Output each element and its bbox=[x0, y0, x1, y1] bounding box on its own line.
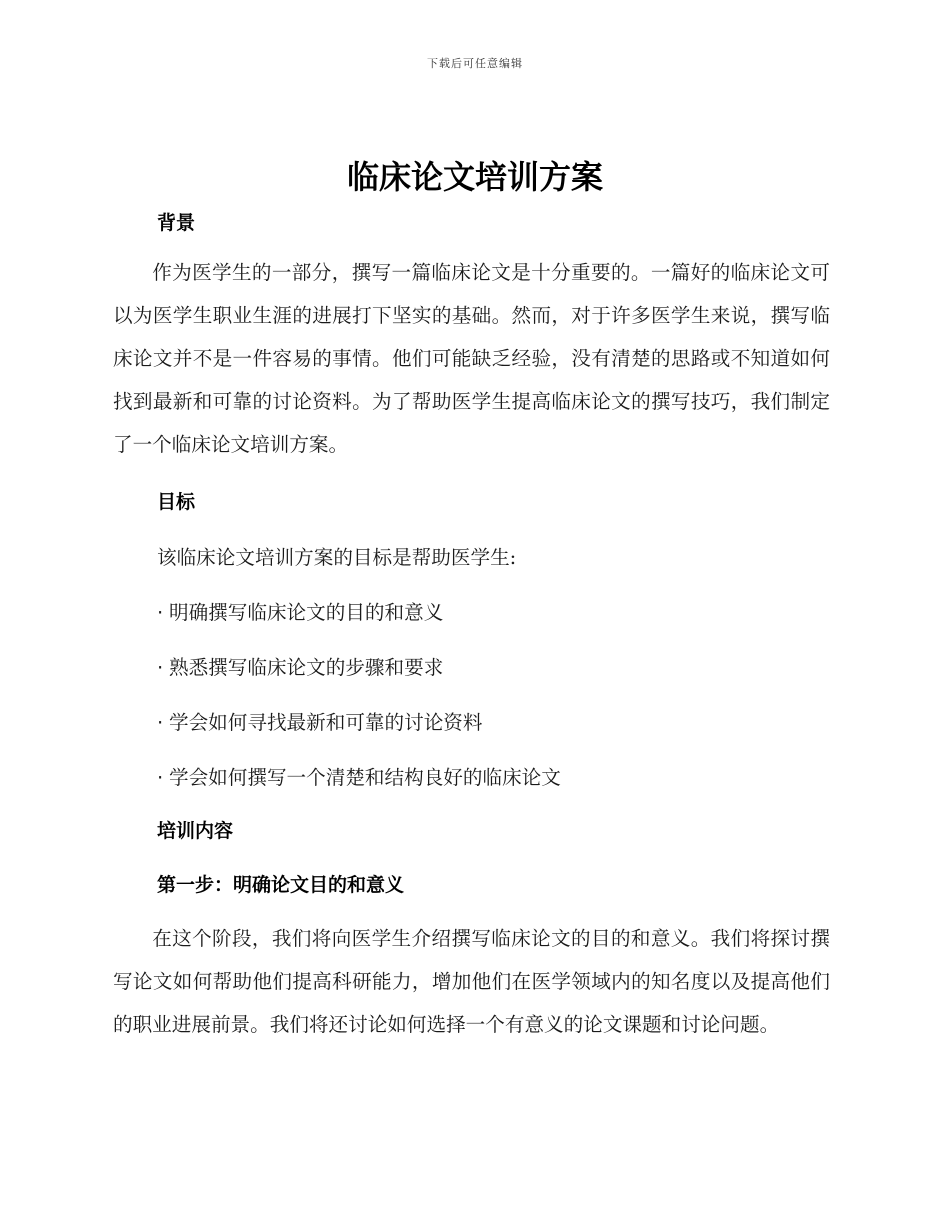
list-item bbox=[157, 651, 443, 680]
background-paragraph: 作为医学生的一部分，撰写一篇临床论文是十分重要的。一篇好的临床论文可以为医学生职业生涯的进展打下坚实的基础。然而，对于许多医学生来说，撰写临床论文并不是一件容易的事情。他们可能缺乏经验，没有清楚的思路或不知道如何找到最新和可靠的讨论资料。为了帮助医学生提高临床论文的撰写技巧，我们制定了一个临床论文培训方案。 bbox=[113, 261, 830, 456]
header-note: 下载后可任意编辑 bbox=[427, 57, 523, 70]
bullet-icon: · bbox=[157, 656, 164, 679]
section-heading-training: 培训内容 bbox=[157, 820, 234, 842]
bullet-icon: · bbox=[157, 601, 164, 624]
document-title: 临床论文培训方案 bbox=[346, 158, 603, 196]
goal-item-text: 明确撰写临床论文的目的和意义 bbox=[169, 601, 444, 624]
goal-item-text: 学会如何寻找最新和可靠的讨论资料 bbox=[169, 711, 483, 734]
bullet-icon: · bbox=[157, 711, 164, 734]
goal-item-text: 学会如何撰写一个清楚和结构良好的临床论文 bbox=[169, 766, 561, 789]
step1-paragraph: 在这个阶段，我们将向医学生介绍撰写临床论文的目的和意义。我们将探讨撰写论文如何帮助他们提高科研能力，增加他们在医学领域内的知名度以及提高他们的职业进展前景。我们将还讨论如何选择一个有意义的论文课题和讨论问题。 bbox=[113, 927, 830, 1036]
list-item bbox=[157, 706, 483, 735]
list-item bbox=[157, 761, 561, 790]
section-heading-background: 背景 bbox=[157, 212, 196, 234]
step1-heading: 第一步：明确论文目的和意义 bbox=[157, 874, 405, 896]
bullet-icon: · bbox=[157, 766, 164, 789]
goal-item-text: 熟悉撰写临床论文的步骤和要求 bbox=[169, 656, 444, 679]
goals-intro: 该临床论文培训方案的目标是帮助医学生: bbox=[157, 546, 517, 569]
section-heading-goals: 目标 bbox=[157, 491, 196, 513]
list-item bbox=[157, 596, 443, 625]
